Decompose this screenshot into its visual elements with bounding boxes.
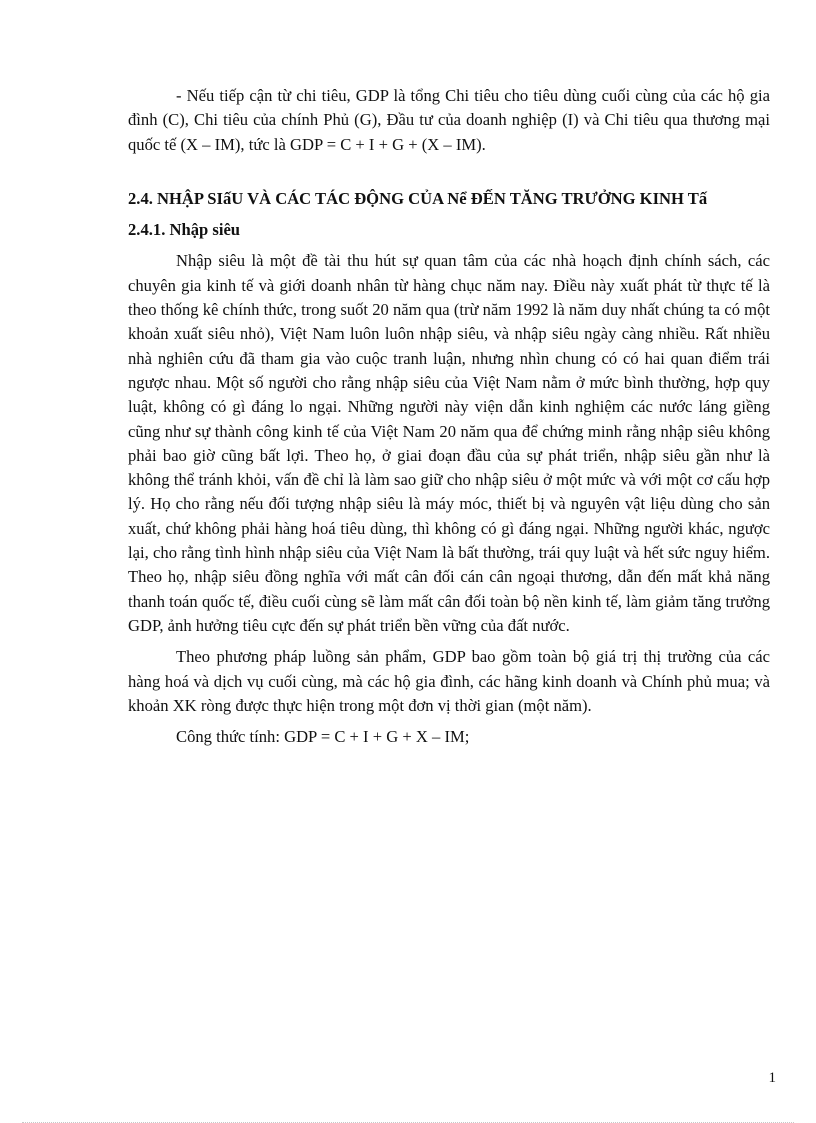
subsection-heading: 2.4.1. Nhập siêu	[128, 220, 241, 240]
section-heading: 2.4. NHẬP SIấU VÀ CÁC TÁC ĐỘNG CỦA Nể ĐẾN TĂNG TRƯỞNG KINH Tấ	[128, 188, 708, 208]
page-number: 1	[768, 1070, 776, 1086]
page-content	[128, 84, 770, 749]
formula-line: Công thức tính: GDP = C + I + G + X – IM;	[176, 727, 470, 747]
intro-paragraph: - Nếu tiếp cận từ chi tiêu, GDP là tổng Chi tiêu cho tiêu dùng cuối cùng của các hộ gia đình (C), Chi tiêu của chính Phủ (G), Đầu tư của doanh nghiệp (I) và Chi tiêu qua thương mại quốc tế (X – IM), tức là GDP = C + I + G + (X – IM).	[128, 86, 770, 154]
body-paragraph-gdp-definition: Theo phương pháp luồng sản phẩm, GDP bao gồm toàn bộ giá trị thị trường của các hàng hoá và dịch vụ cuối cùng, mà các hộ gia đình, các hãng kinh doanh và Chính phủ mua; và khoản XK ròng được thực hiện trong một đơn vị thời gian (một năm).	[128, 647, 770, 715]
body-paragraph-import-surplus: Nhập siêu là một đề tài thu hút sự quan tâm của các nhà hoạch định chính sách, các chuyên gia kinh tế và giới doanh nhân từ hàng chục năm nay. Điều này xuất phát từ thực tế là theo thống kê chính thức, trong suốt 20 năm qua (trừ năm 1992 là năm duy nhất chúng ta có một khoản xuất siêu nhỏ), Việt Nam luôn luôn nhập siêu, và nhập siêu ngày càng nhiều. Rất nhiều nhà nghiên cứu đã tham gia vào cuộc tranh luận, nhưng nhìn chung có có hai quan điểm trái ngược nhau. Một số người cho rằng nhập siêu của Việt Nam nằm ở mức bình thường, hợp quy luật, không có gì đáng lo ngại. Những người này viện dẫn kinh nghiệm các nước láng giềng cũng như sự thành công kinh tế của Việt Nam 20 năm qua để chứng minh rằng nhập siêu không phải bao giờ cũng bất lợi. Theo họ, ở giai đoạn đầu của sự phát triển, nhập siêu gần như là không thể tránh khỏi, vấn đề chỉ là làm sao giữ cho nhập siêu ở một mức và với một cơ cấu hợp lý. Họ cho rằng nếu đối tượng nhập siêu là máy móc, thiết bị và nguyên vật liệu dùng cho sản xuất, chứ không phải hàng hoá tiêu dùng, thì không có gì đáng ngại. Những người khác, ngược lại, cho rằng tình hình nhập siêu của Việt Nam là bất thường, trái quy luật và hết sức nguy hiểm. Theo họ, nhập siêu đồng nghĩa với mất cân đối cán cân ngoại thương, dẫn đến mất khả năng thanh toán quốc tế, điều cuối cùng sẽ làm mất cân đối toàn bộ nền kinh tế, làm giảm tăng trưởng GDP, ảnh hưởng tiêu cực đến sự phát triển bền vững của đất nước.	[128, 251, 770, 635]
